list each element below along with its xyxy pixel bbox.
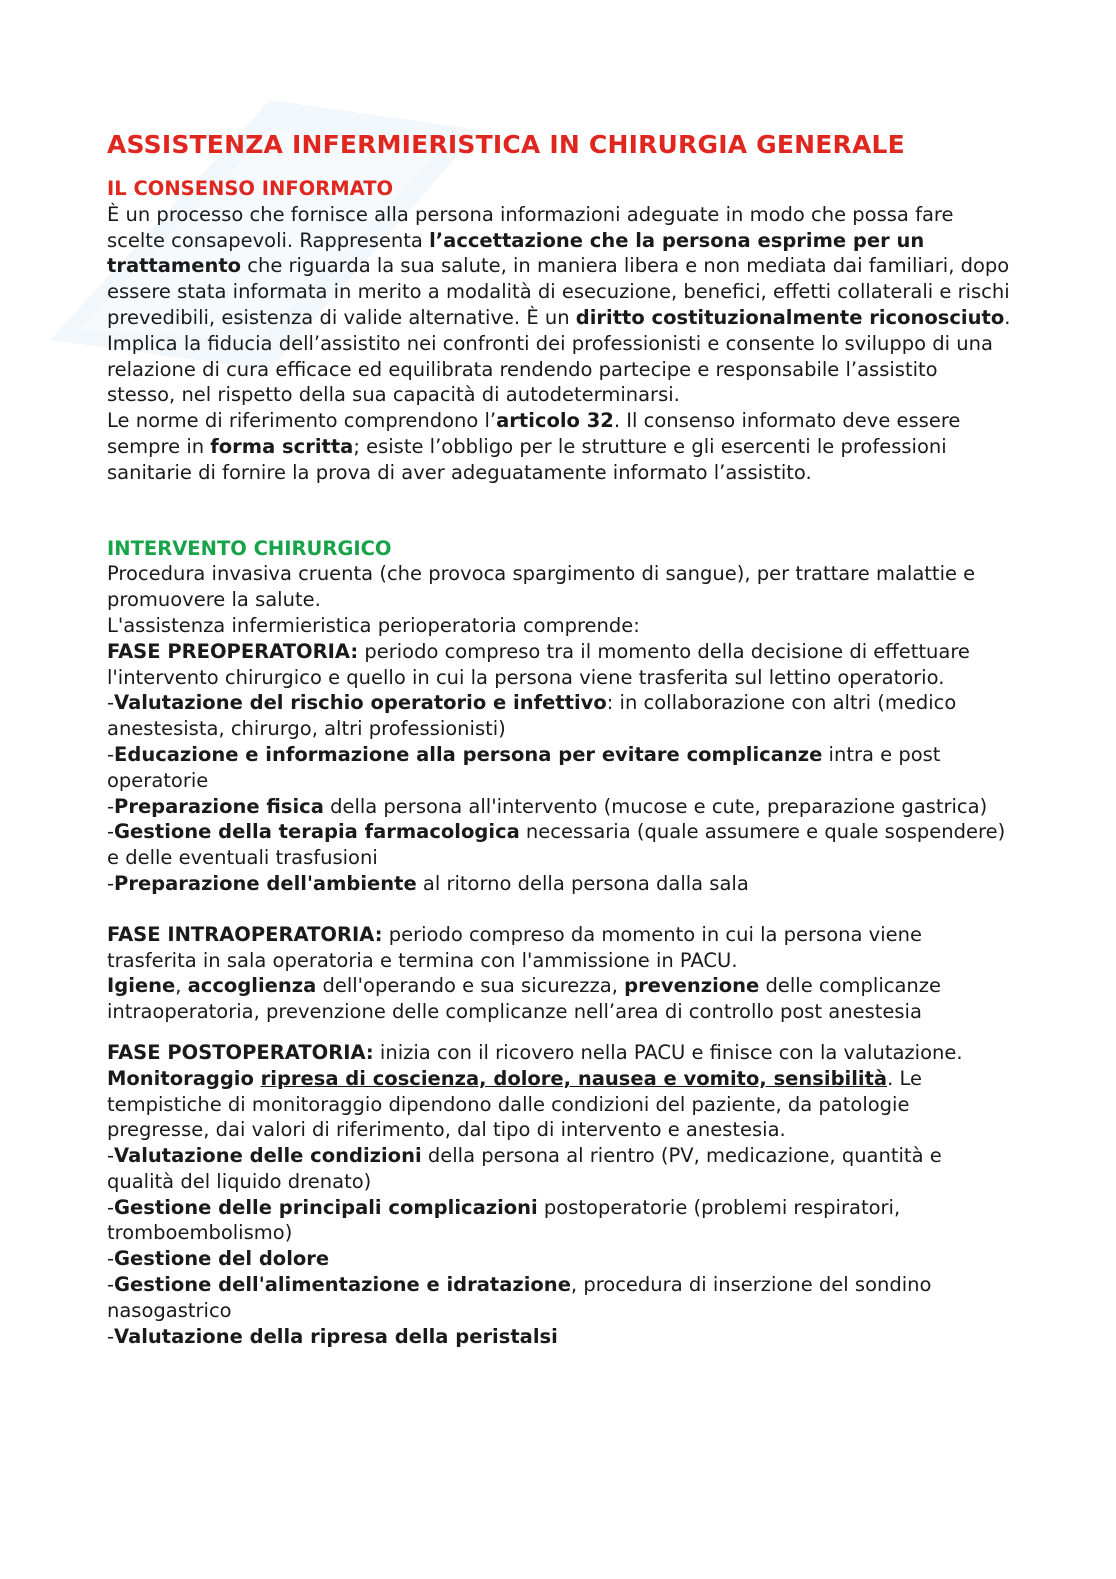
document-title: ASSISTENZA INFERMIERISTICA IN CHIRURGIA GENERALE — [107, 130, 905, 159]
fase-intraoperatoria: FASE INTRAOPERATORIA: periodo compreso da momento in cui la persona viene trasferita in sala operatoria e termina con l'ammissione in PACU. — [107, 922, 922, 972]
list-item: -Educazione e informazione alla persona per evitare complicanze intra e post operatorie — [107, 742, 941, 792]
fase-postoperatoria: FASE POSTOPERATORIA: inizia con il ricovero nella PACU e finisce con la valutazione. — [107, 1040, 963, 1064]
list-item: -Gestione dell'alimentazione e idratazione, procedura di inserzione del sondino nasogastrico — [107, 1273, 932, 1322]
list-item: -Valutazione delle condizioni della persona al rientro (PV, medicazione, quantità e qualità del liquido drenato) — [107, 1144, 942, 1193]
heading-consenso: IL CONSENSO INFORMATO — [107, 177, 394, 200]
intervento-intro-2: L'assistenza infermieristica perioperatoria comprende: — [107, 613, 640, 637]
list-item: -Preparazione dell'ambiente al ritorno della persona dalla sala — [107, 871, 749, 895]
document-page — [107, 128, 1012, 1349]
fase-preoperatoria: FASE PREOPERATORIA: periodo compreso tra il momento della decisione di effettuare l'intervento chirurgico e quello in cui la persona viene trasferita sul lettino operatorio. — [107, 639, 970, 689]
list-item: -Valutazione del rischio operatorio e infettivo: in collaborazione con altri (medico anestesista, chirurgo, altri professionisti) — [107, 691, 957, 741]
intraoperatoria-detail: Igiene, accoglienza dell'operando e sua sicurezza, prevenzione delle complicanze intraoperatoria, prevenzione delle complicanze nell’area di controllo post anestesia — [107, 974, 942, 1024]
list-item: -Gestione della terapia farmacologica necessaria (quale assumere e quale sospendere) e delle eventuali trasfusioni — [107, 820, 1006, 870]
list-item: -Preparazione fisica della persona all'intervento (mucose e cute, preparazione gastrica) — [107, 794, 988, 818]
paragraph-consenso-2: Le norme di riferimento comprendono l’articolo 32. Il consenso informato deve essere sempre in forma scritta; esiste l’obbligo per le strutture e gli esercenti le professioni sanitarie di fornire la prova di aver adeguatamente informato l’assistito. — [107, 409, 961, 484]
postoperatoria-monitoraggio: Monitoraggio ripresa di coscienza, dolore, nausea e vomito, sensibilità. Le tempistiche di monitoraggio dipendono dalle condizioni del paziente, da patologie pregresse, dai valori di riferimento, dal tipo di intervento e anestesia. — [107, 1066, 922, 1142]
list-item: -Valutazione della ripresa della peristalsi — [107, 1324, 558, 1348]
heading-intervento: INTERVENTO CHIRURGICO — [107, 536, 392, 560]
paragraph-consenso-1: È un processo che fornisce alla persona informazioni adeguate in modo che possa fare scelte consapevoli. Rappresenta l’accettazione che la persona esprime per un trattamento che riguarda la sua salute, in maniera libera e non mediata dai familiari, dopo essere stata informata in merito a modalità di esecuzione, benefici, effetti collaterali e rischi prevedibili, esistenza di valide alternative. È un diritto costituzionalmente riconosciuto. Implica la fiducia dell’assistito nei confronti dei professionisti e consente lo sviluppo di una relazione di cura efficace ed equilibrata rendendo partecipe e responsabile l’assistito stesso, nel rispetto della sua capacità di autodeterminarsi. — [107, 202, 1011, 407]
list-item: -Gestione delle principali complicazioni postoperatorie (problemi respiratori, tromboembolismo) — [107, 1195, 901, 1245]
intervento-intro-1: Procedura invasiva cruenta (che provoca spargimento di sangue), per trattare malattie e promuovere la salute. — [107, 562, 976, 612]
list-item: -Gestione del dolore — [107, 1247, 330, 1271]
